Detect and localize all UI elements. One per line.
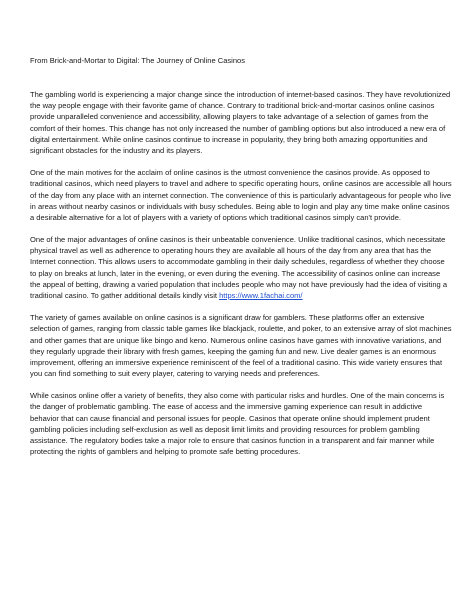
paragraph-3-text: One of the major advantages of online casinos is their unbeatable convenience. Unlike traditional casinos, which necessitate physical travel as well as adherence to operating hours they are available all hours of the day from any area that has the Internet connection. This allows users to accommodate gambling in their daily schedules, regardless of whether they choose to play on breaks at lunch, later in the evening, or even during the evening. The accessibility of casinos online can increase the appeal of betting, drawing a varied population that includes people who may not have previously had the idea of visiting a traditional casino. To gather additional details kindly visit (30, 235, 448, 300)
paragraph-4 (30, 312, 452, 379)
paragraph-1 (30, 89, 452, 156)
paragraph-2-text: One of the main motives for the acclaim of online casinos is the utmost convenience the casinos provide. As opposed to traditional casinos, which need players to travel and adhere to specific operating hours, online casinos are accessible all hours of the day from any place with an internet connection. The convenience of this is particularly advantageous for people who live in areas without nearby casinos or individuals with busy schedules. Being able to login and play any time make online casinos a desirable alternative for a lot of players with a variety of options which traditional casinos simply can't provide. (30, 168, 452, 222)
paragraph-5 (30, 390, 452, 457)
paragraph-3 (30, 234, 452, 301)
paragraph-2 (30, 167, 452, 223)
document-body (30, 55, 452, 468)
document-title: From Brick-and-Mortar to Digital: The Journey of Online Casinos (30, 56, 246, 65)
paragraph-1-text: The gambling world is experiencing a major change since the introduction of internet-based casinos. They have revolutionized the way people engage with their favorite game of chance. Contrary to traditional brick-and-mortar casinos online casinos provide unparalleled convenience and accessibility, allowing players to take advantage of a selection of games from the comfort of their homes. This change has not only increased the number of gambling options but also introduced a new era of digital entertainment. While online casinos continue to increase in popularity, they bring both amazing opportunities and significant obstacles for the industry and its players. (30, 90, 451, 155)
paragraph-4-text: The variety of games available on online casinos is a significant draw for gamblers. These platforms offer an extensive selection of games, ranging from classic table games like blackjack, roulette, and poker, to an extensive array of slot machines and other games that are unique like bingo and keno. Numerous online casinos have games with innovative variations, and they regularly upgrade their library with fresh games, keeping the gaming fun and new. Live dealer games is an enormous improvement, offering an immersive experience reminiscent of the feel of a traditional casino. This wide variety ensures that you can find something to suit every player, catering to varying needs and preferences. (30, 313, 452, 379)
paragraph-5-text: While casinos online offer a variety of benefits, they also come with particular risks and hurdles. One of the main concerns is the danger of problematic gambling. The ease of access and the immersive gaming experience can result in addictive behavior that can cause financial and personal issues for people. Casinos that operate online should implement prudent gambling policies including self-exclusion as well as deposit limit limits and providing resources for problem gambling assistance. The regulatory bodies take a major role to ensure that casinos function in a transparent and fair manner while protecting the rights of gamblers and helping to promote safe betting procedures. (30, 391, 445, 457)
website-link[interactable]: https://www.1fachai.com/ (219, 290, 303, 300)
